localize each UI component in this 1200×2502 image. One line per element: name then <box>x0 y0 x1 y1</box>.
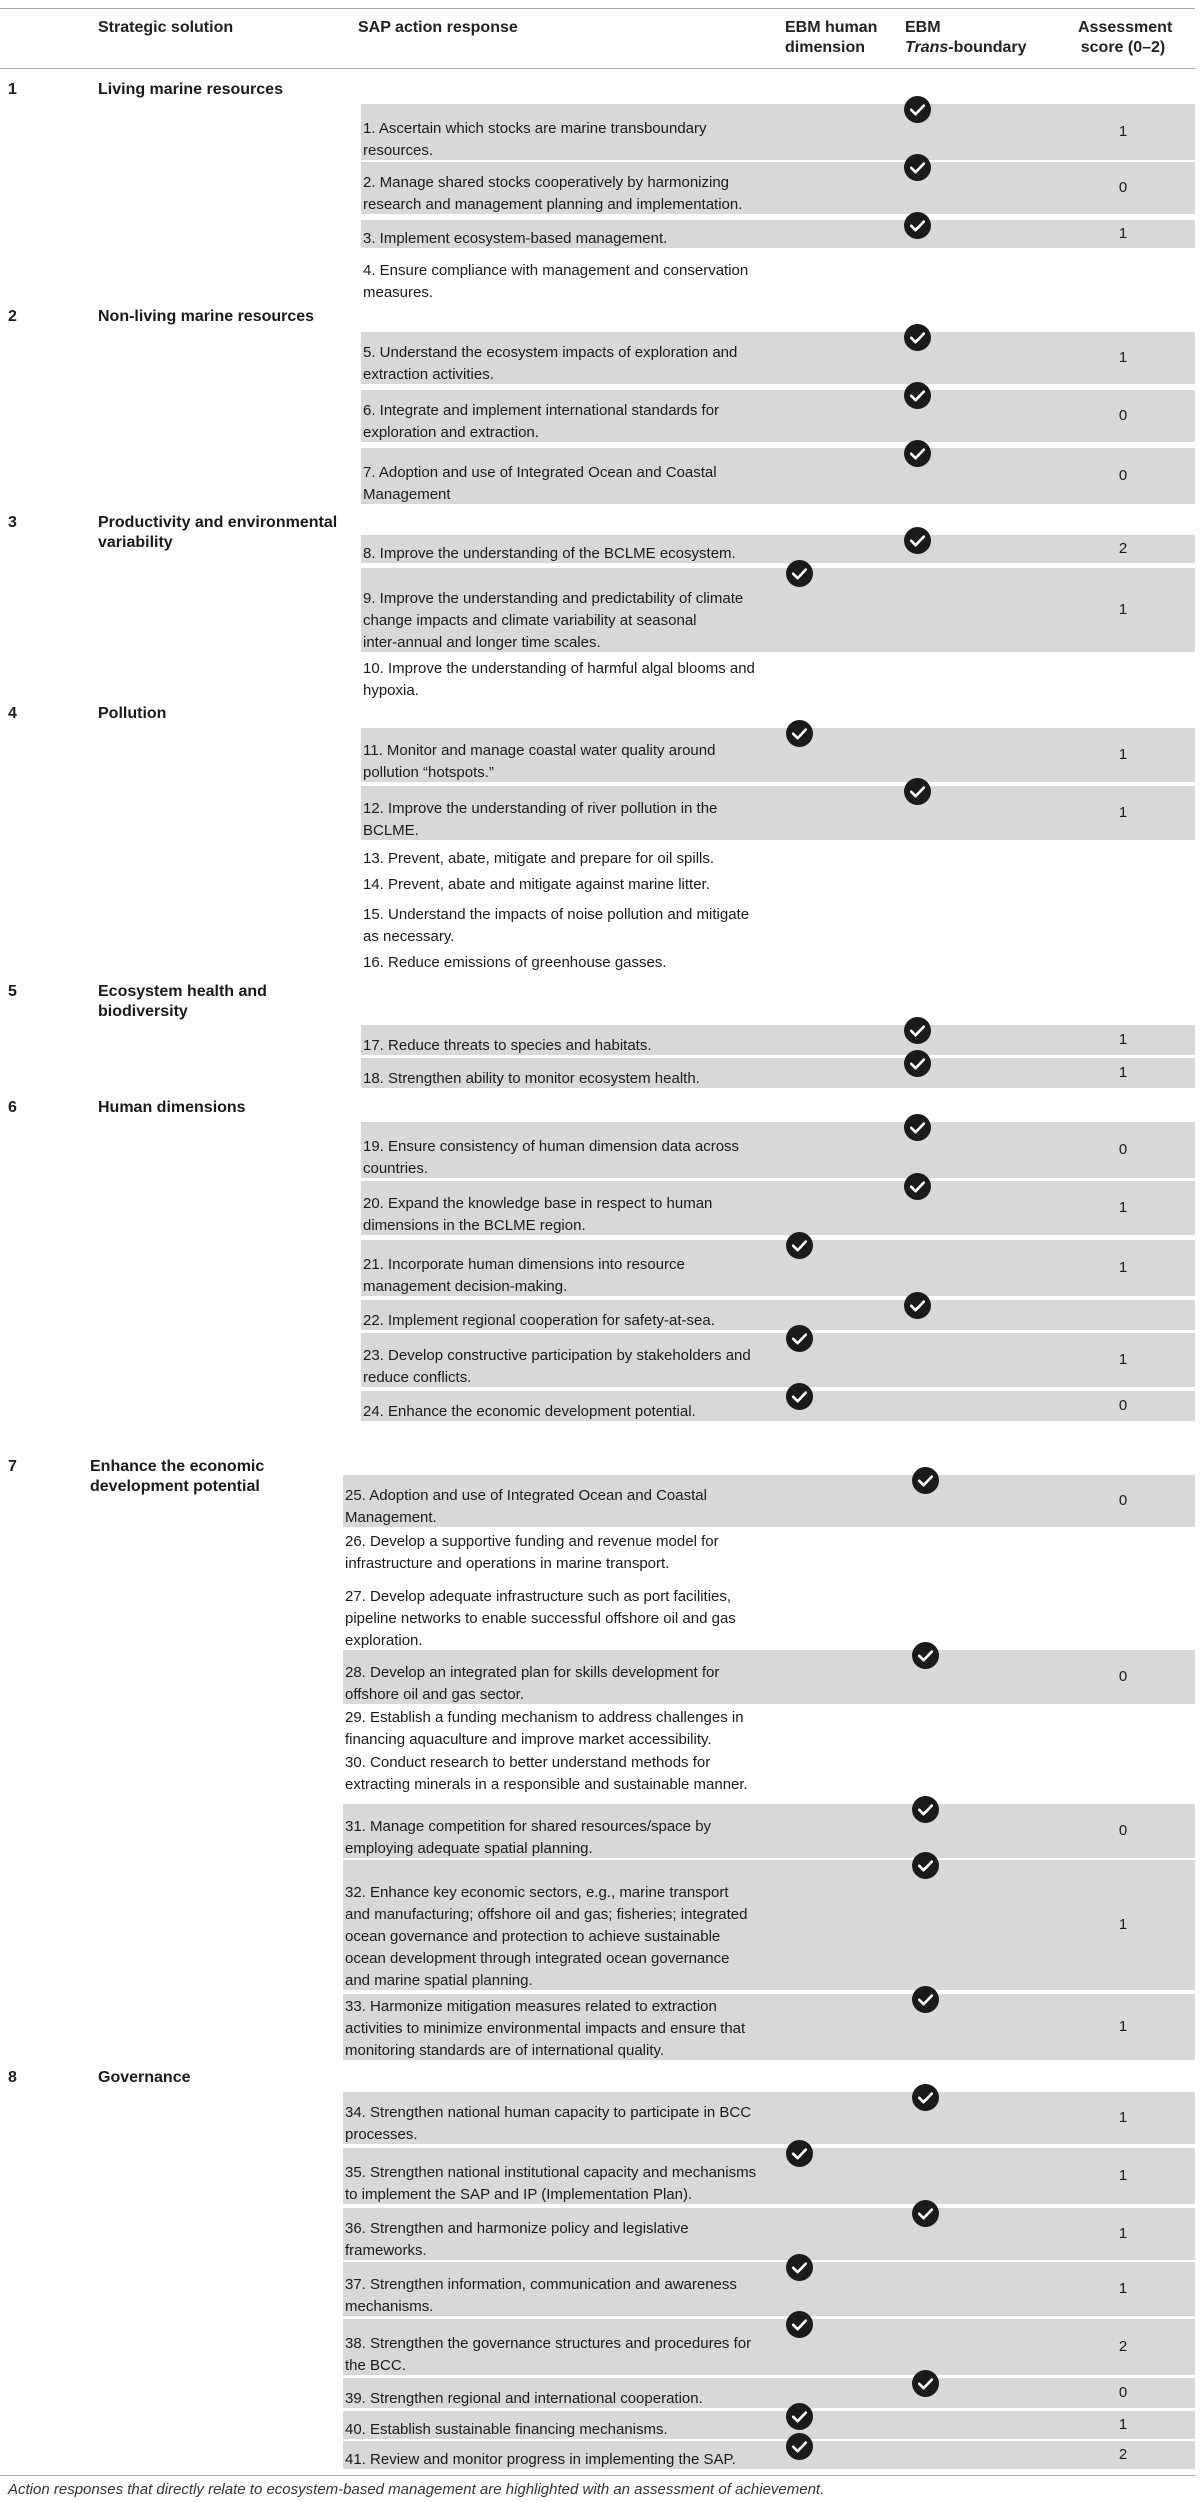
header-assessment-line1: Assessment <box>1078 19 1173 36</box>
action-text-line: reduce conflicts. <box>363 1369 472 1386</box>
assessment-score: 1 <box>1118 601 1128 618</box>
assessment-score: 0 <box>1118 1822 1128 1839</box>
assessment-score: 0 <box>1118 1668 1128 1685</box>
solution-number: 4 <box>8 705 17 722</box>
solution-number: 3 <box>8 514 17 531</box>
action-text <box>345 1485 707 1529</box>
action-text <box>345 1662 719 1706</box>
action-text-line: 38. Strengthen the governance structures and procedures for <box>345 2335 752 2352</box>
ebm-transboundary-check-icon <box>904 212 931 239</box>
header-ebm-human-line2: dimension <box>785 39 866 56</box>
action-text-line: 16. Reduce emissions of greenhouse gasses. <box>363 954 667 971</box>
action-text-line: 25. Adoption and use of Integrated Ocean and Coastal <box>345 1487 707 1504</box>
action-text-line: 10. Improve the understanding of harmful algal blooms and <box>363 660 755 677</box>
action-text-line: ocean governance and protection to achieve sustainable <box>345 1928 721 1945</box>
ebm-transboundary-check-icon <box>904 1017 931 1044</box>
action-text-line: 40. Establish sustainable financing mechanisms. <box>345 2421 668 2438</box>
action-text-line: 9. Improve the understanding and predictability of climate <box>363 590 744 607</box>
action-text-line: 5. Understand the ecosystem impacts of exploration and <box>363 344 738 361</box>
action-text <box>363 118 707 162</box>
action-text-line: 34. Strengthen national human capacity to participate in BCC <box>345 2104 752 2121</box>
action-text <box>363 543 736 565</box>
assessment-score: 0 <box>1118 1141 1128 1158</box>
assessment-score: 1 <box>1118 2018 1128 2035</box>
solution-title <box>98 307 358 327</box>
action-text-line: resources. <box>363 142 434 159</box>
action-text-line: 28. Develop an integrated plan for skills development for <box>345 1664 720 1681</box>
assessment-score: 1 <box>1118 2109 1128 2126</box>
action-text <box>363 1310 715 1332</box>
action-text-line: and marine spatial planning. <box>345 1972 533 1989</box>
ebm-transboundary-check-icon <box>904 1050 931 1077</box>
action-text-line: to implement the SAP and IP (Implementation Plan). <box>345 2186 693 2203</box>
action-text-line: 29. Establish a funding mechanism to address challenges in <box>345 1709 744 1726</box>
action-text-line: hypoxia. <box>363 682 419 699</box>
action-text-line: exploration and extraction. <box>363 424 539 441</box>
ebm-transboundary-check-icon <box>904 1173 931 1200</box>
action-text-line: countries. <box>363 1160 429 1177</box>
action-text-line: exploration. <box>345 1632 423 1649</box>
assessment-score: 1 <box>1118 1031 1128 1048</box>
action-text-line: extraction activities. <box>363 366 494 383</box>
assessment-score: 0 <box>1118 179 1128 196</box>
ebm-human-check-icon <box>786 1383 813 1410</box>
action-text-line: 17. Reduce threats to species and habitats. <box>363 1037 652 1054</box>
solution-number: 6 <box>8 1099 17 1116</box>
action-text-line: 20. Expand the knowledge base in respect to human <box>363 1195 713 1212</box>
ebm-transboundary-check-icon <box>912 2200 939 2227</box>
action-text <box>363 588 743 654</box>
ebm-transboundary-check-icon <box>904 154 931 181</box>
ebm-human-check-icon <box>786 1232 813 1259</box>
action-text <box>345 1531 719 1575</box>
ebm-transboundary-check-icon <box>912 1796 939 1823</box>
action-text-line: 23. Develop constructive participation by stakeholders and <box>363 1347 751 1364</box>
action-text-line: and manufacturing; offshore oil and gas; fisheries; integrated <box>345 1906 748 1923</box>
action-text <box>363 740 715 784</box>
action-text-line: management decision-making. <box>363 1278 568 1295</box>
action-text-line: BCLME. <box>363 822 419 839</box>
action-text <box>363 462 717 506</box>
header-ebm-trans-line1: EBM <box>905 19 941 36</box>
action-text-line: 41. Review and monitor progress in implementing the SAP. <box>345 2451 736 2468</box>
action-text-line: 18. Strengthen ability to monitor ecosystem health. <box>363 1070 700 1087</box>
ebm-human-check-icon <box>786 2403 813 2430</box>
action-text-line: as necessary. <box>363 928 455 945</box>
action-text-line: monitoring standards are of international quality. <box>345 2042 665 2059</box>
action-text <box>345 2333 751 2377</box>
ebm-human-check-icon <box>786 2140 813 2167</box>
action-text <box>345 2218 689 2262</box>
solution-title <box>98 982 358 1022</box>
header-ebm-trans-line2 <box>905 38 1027 58</box>
ebm-transboundary-check-icon <box>904 778 931 805</box>
action-text <box>363 1068 700 1090</box>
action-text-line: the BCC. <box>345 2357 406 2374</box>
action-text-line: pollution “hotspots.” <box>363 764 494 781</box>
action-text-line: extracting minerals in a responsible and sustainable manner. <box>345 1776 748 1793</box>
action-text-line: change impacts and climate variability at seasonal <box>363 612 697 629</box>
assessment-score: 1 <box>1118 2225 1128 2242</box>
action-text <box>345 2449 736 2471</box>
header-ebm-human-dimension <box>785 18 877 58</box>
solution-number: 2 <box>8 308 17 325</box>
header-ebm-transboundary <box>905 18 1027 58</box>
header-rule <box>0 68 1195 69</box>
action-text-line: 19. Ensure consistency of human dimension data across <box>363 1138 740 1155</box>
ebm-human-check-icon <box>786 2254 813 2281</box>
solution-title-line: Ecosystem health and <box>98 983 267 1000</box>
solution-title-line: Productivity and environmental variability <box>98 514 338 551</box>
ebm-human-check-icon <box>786 2433 813 2460</box>
action-text <box>345 1586 736 1652</box>
assessment-score: 1 <box>1118 2280 1128 2297</box>
assessment-score: 0 <box>1118 1492 1128 1509</box>
assessment-score: 0 <box>1118 1397 1128 1414</box>
action-text-line: inter-annual and longer time scales. <box>363 634 601 651</box>
ebm-transboundary-check-icon <box>904 96 931 123</box>
action-text <box>345 2162 756 2206</box>
action-text-line: Management. <box>345 1509 437 1526</box>
assessment-score: 2 <box>1118 540 1128 557</box>
action-text <box>363 1136 739 1180</box>
action-text <box>363 172 742 216</box>
action-text <box>345 1707 744 1751</box>
header-ebm-trans-rest: -boundary <box>948 39 1027 56</box>
action-text-line: 15. Understand the impacts of noise pollution and mitigate <box>363 906 750 923</box>
assessment-score: 1 <box>1118 225 1128 242</box>
action-text-line: 12. Improve the understanding of river pollution in the <box>363 800 718 817</box>
action-text-line: research and management planning and implementation. <box>363 196 743 213</box>
assessment-score: 1 <box>1118 349 1128 366</box>
action-text <box>363 848 714 870</box>
assessment-score: 1 <box>1118 2167 1128 2184</box>
action-text <box>363 1035 652 1057</box>
solution-number: 5 <box>8 983 17 1000</box>
action-text-line: 26. Develop a supportive funding and revenue model for <box>345 1533 719 1550</box>
action-text <box>363 400 719 444</box>
header-sap-action-response: SAP action response <box>358 19 518 36</box>
action-text-line: 37. Strengthen information, communication and awareness <box>345 2276 737 2293</box>
header-ebm-human-line1: EBM human <box>785 19 878 36</box>
action-text <box>363 904 749 948</box>
action-text-line: 24. Enhance the economic development potential. <box>363 1403 696 1420</box>
action-text <box>363 1193 712 1237</box>
action-text-line: 7. Adoption and use of Integrated Ocean and Coastal <box>363 464 717 481</box>
solution-title <box>98 513 358 553</box>
action-text <box>363 1254 685 1298</box>
footnote: Action responses that directly relate to ecosystem-based management are highlighted with an assessment of achievement. <box>8 2481 825 2498</box>
action-text-line: 21. Incorporate human dimensions into resource <box>363 1256 685 1273</box>
action-text-line: 22. Implement regional cooperation for safety-at-sea. <box>363 1312 715 1329</box>
action-text-line: 3. Implement ecosystem-based management. <box>363 230 668 247</box>
action-text-line: activities to minimize environmental impacts and ensure that <box>345 2020 746 2037</box>
action-text-line: financing aquaculture and improve market accessibility. <box>345 1731 712 1748</box>
ebm-transboundary-check-icon <box>912 1986 939 2013</box>
action-text-line: pipeline networks to enable successful offshore oil and gas <box>345 1610 736 1627</box>
action-text <box>363 1345 751 1389</box>
assessment-score: 2 <box>1118 2446 1128 2463</box>
ebm-transboundary-check-icon <box>912 2084 939 2111</box>
action-text <box>363 342 737 386</box>
solution-title-line: Non-living marine resources <box>98 308 315 325</box>
action-text <box>363 1401 696 1423</box>
action-text <box>345 1882 747 1992</box>
action-text <box>345 2102 751 2146</box>
action-text-line: 39. Strengthen regional and international cooperation. <box>345 2390 703 2407</box>
action-text-line: 30. Conduct research to better understand methods for <box>345 1754 711 1771</box>
ebm-transboundary-check-icon <box>904 324 931 351</box>
assessment-score: 1 <box>1118 1199 1128 1216</box>
assessment-score: 1 <box>1118 123 1128 140</box>
solution-title-line: Human dimensions <box>98 1099 246 1116</box>
action-text-line: 32. Enhance key economic sectors, e.g., marine transport <box>345 1884 729 1901</box>
ebm-transboundary-check-icon <box>912 1852 939 1879</box>
action-text-line: Management <box>363 486 451 503</box>
action-text-line: processes. <box>345 2126 418 2143</box>
header-strategic-solution: Strategic solution <box>98 19 234 36</box>
header-ebm-trans-italic: Trans <box>905 39 949 56</box>
assessment-score: 0 <box>1118 467 1128 484</box>
action-text-line: 13. Prevent, abate, mitigate and prepare for oil spills. <box>363 850 715 867</box>
solution-title <box>98 80 358 100</box>
solution-title <box>98 2068 358 2088</box>
assessment-score: 1 <box>1118 1064 1128 1081</box>
action-text <box>363 798 717 842</box>
action-text <box>345 2388 703 2410</box>
action-text <box>363 952 667 974</box>
action-text-line: 2. Manage shared stocks cooperatively by harmonizing <box>363 174 730 191</box>
ebm-transboundary-check-icon <box>904 527 931 554</box>
action-text-line: offshore oil and gas sector. <box>345 1686 525 1703</box>
solution-title-line: Pollution <box>98 705 167 722</box>
ebm-transboundary-check-icon <box>904 1292 931 1319</box>
assessment-score: 0 <box>1118 2384 1128 2401</box>
solution-title <box>98 704 358 724</box>
assessment-score: 1 <box>1118 746 1128 763</box>
ebm-transboundary-check-icon <box>904 1114 931 1141</box>
ebm-transboundary-check-icon <box>912 2370 939 2397</box>
action-text-line: 35. Strengthen national institutional capacity and mechanisms <box>345 2164 757 2181</box>
action-text <box>345 2274 737 2318</box>
solution-title <box>90 1457 350 1497</box>
solution-number: 1 <box>8 81 17 98</box>
ebm-human-check-icon <box>786 2311 813 2338</box>
header-assessment-line2: score (0–2) <box>1080 39 1166 56</box>
action-text-line: ocean development through integrated ocean governance <box>345 1950 730 1967</box>
action-text <box>363 260 748 304</box>
action-text-line: mechanisms. <box>345 2298 434 2315</box>
action-text <box>363 874 710 896</box>
solution-title-line: biodiversity <box>98 1003 188 1020</box>
action-text-line: employing adequate spatial planning. <box>345 1840 593 1857</box>
ebm-human-check-icon <box>786 560 813 587</box>
action-text-line: 14. Prevent, abate and mitigate against marine litter. <box>363 876 710 893</box>
assessment-score: 1 <box>1118 1259 1128 1276</box>
action-text-line: dimensions in the BCLME region. <box>363 1217 586 1234</box>
solution-title-line: development potential <box>90 1478 260 1495</box>
action-text-line: 33. Harmonize mitigation measures related to extraction <box>345 1998 717 2015</box>
assessment-score: 0 <box>1118 407 1128 424</box>
action-text <box>345 2419 668 2441</box>
action-text-line: infrastructure and operations in marine transport. <box>345 1555 670 1572</box>
assessment-score: 2 <box>1118 2338 1128 2355</box>
assessment-score: 1 <box>1118 804 1128 821</box>
solution-title <box>98 1098 358 1118</box>
top-rule <box>0 8 1195 9</box>
header-assessment-score <box>1078 18 1173 58</box>
solution-title-line: Governance <box>98 2069 191 2086</box>
ebm-transboundary-check-icon <box>912 1642 939 1669</box>
action-text-line: 31. Manage competition for shared resources/space by <box>345 1818 712 1835</box>
action-text <box>345 1816 711 1860</box>
action-text-line: measures. <box>363 284 434 301</box>
assessment-score: 1 <box>1118 2416 1128 2433</box>
ebm-transboundary-check-icon <box>904 382 931 409</box>
action-text-line: 27. Develop adequate infrastructure such as port facilities, <box>345 1588 732 1605</box>
action-text-line: 11. Monitor and manage coastal water quality around <box>363 742 716 759</box>
ebm-human-check-icon <box>786 1325 813 1352</box>
ebm-human-check-icon <box>786 720 813 747</box>
action-text-line: 4. Ensure compliance with management and conservation <box>363 262 749 279</box>
solution-number: 7 <box>8 1458 17 1475</box>
action-text-line: 8. Improve the understanding of the BCLME ecosystem. <box>363 545 736 562</box>
action-text <box>363 658 755 702</box>
action-text-line: 1. Ascertain which stocks are marine transboundary <box>363 120 707 137</box>
ebm-transboundary-check-icon <box>904 440 931 467</box>
action-text <box>345 1752 748 1796</box>
solution-title-line: Enhance the economic <box>90 1458 265 1475</box>
action-text-line: frameworks. <box>345 2242 427 2259</box>
action-text <box>345 1996 745 2062</box>
action-text-line: 6. Integrate and implement international standards for <box>363 402 720 419</box>
solution-title-line: Living marine resources <box>98 81 283 98</box>
assessment-score: 1 <box>1118 1916 1128 1933</box>
solution-number: 8 <box>8 2069 17 2086</box>
action-text-line: 36. Strengthen and harmonize policy and legislative <box>345 2220 689 2237</box>
ebm-transboundary-check-icon <box>912 1467 939 1494</box>
action-text <box>363 228 667 250</box>
assessment-score: 1 <box>1118 1351 1128 1368</box>
bottom-rule <box>0 2475 1195 2476</box>
